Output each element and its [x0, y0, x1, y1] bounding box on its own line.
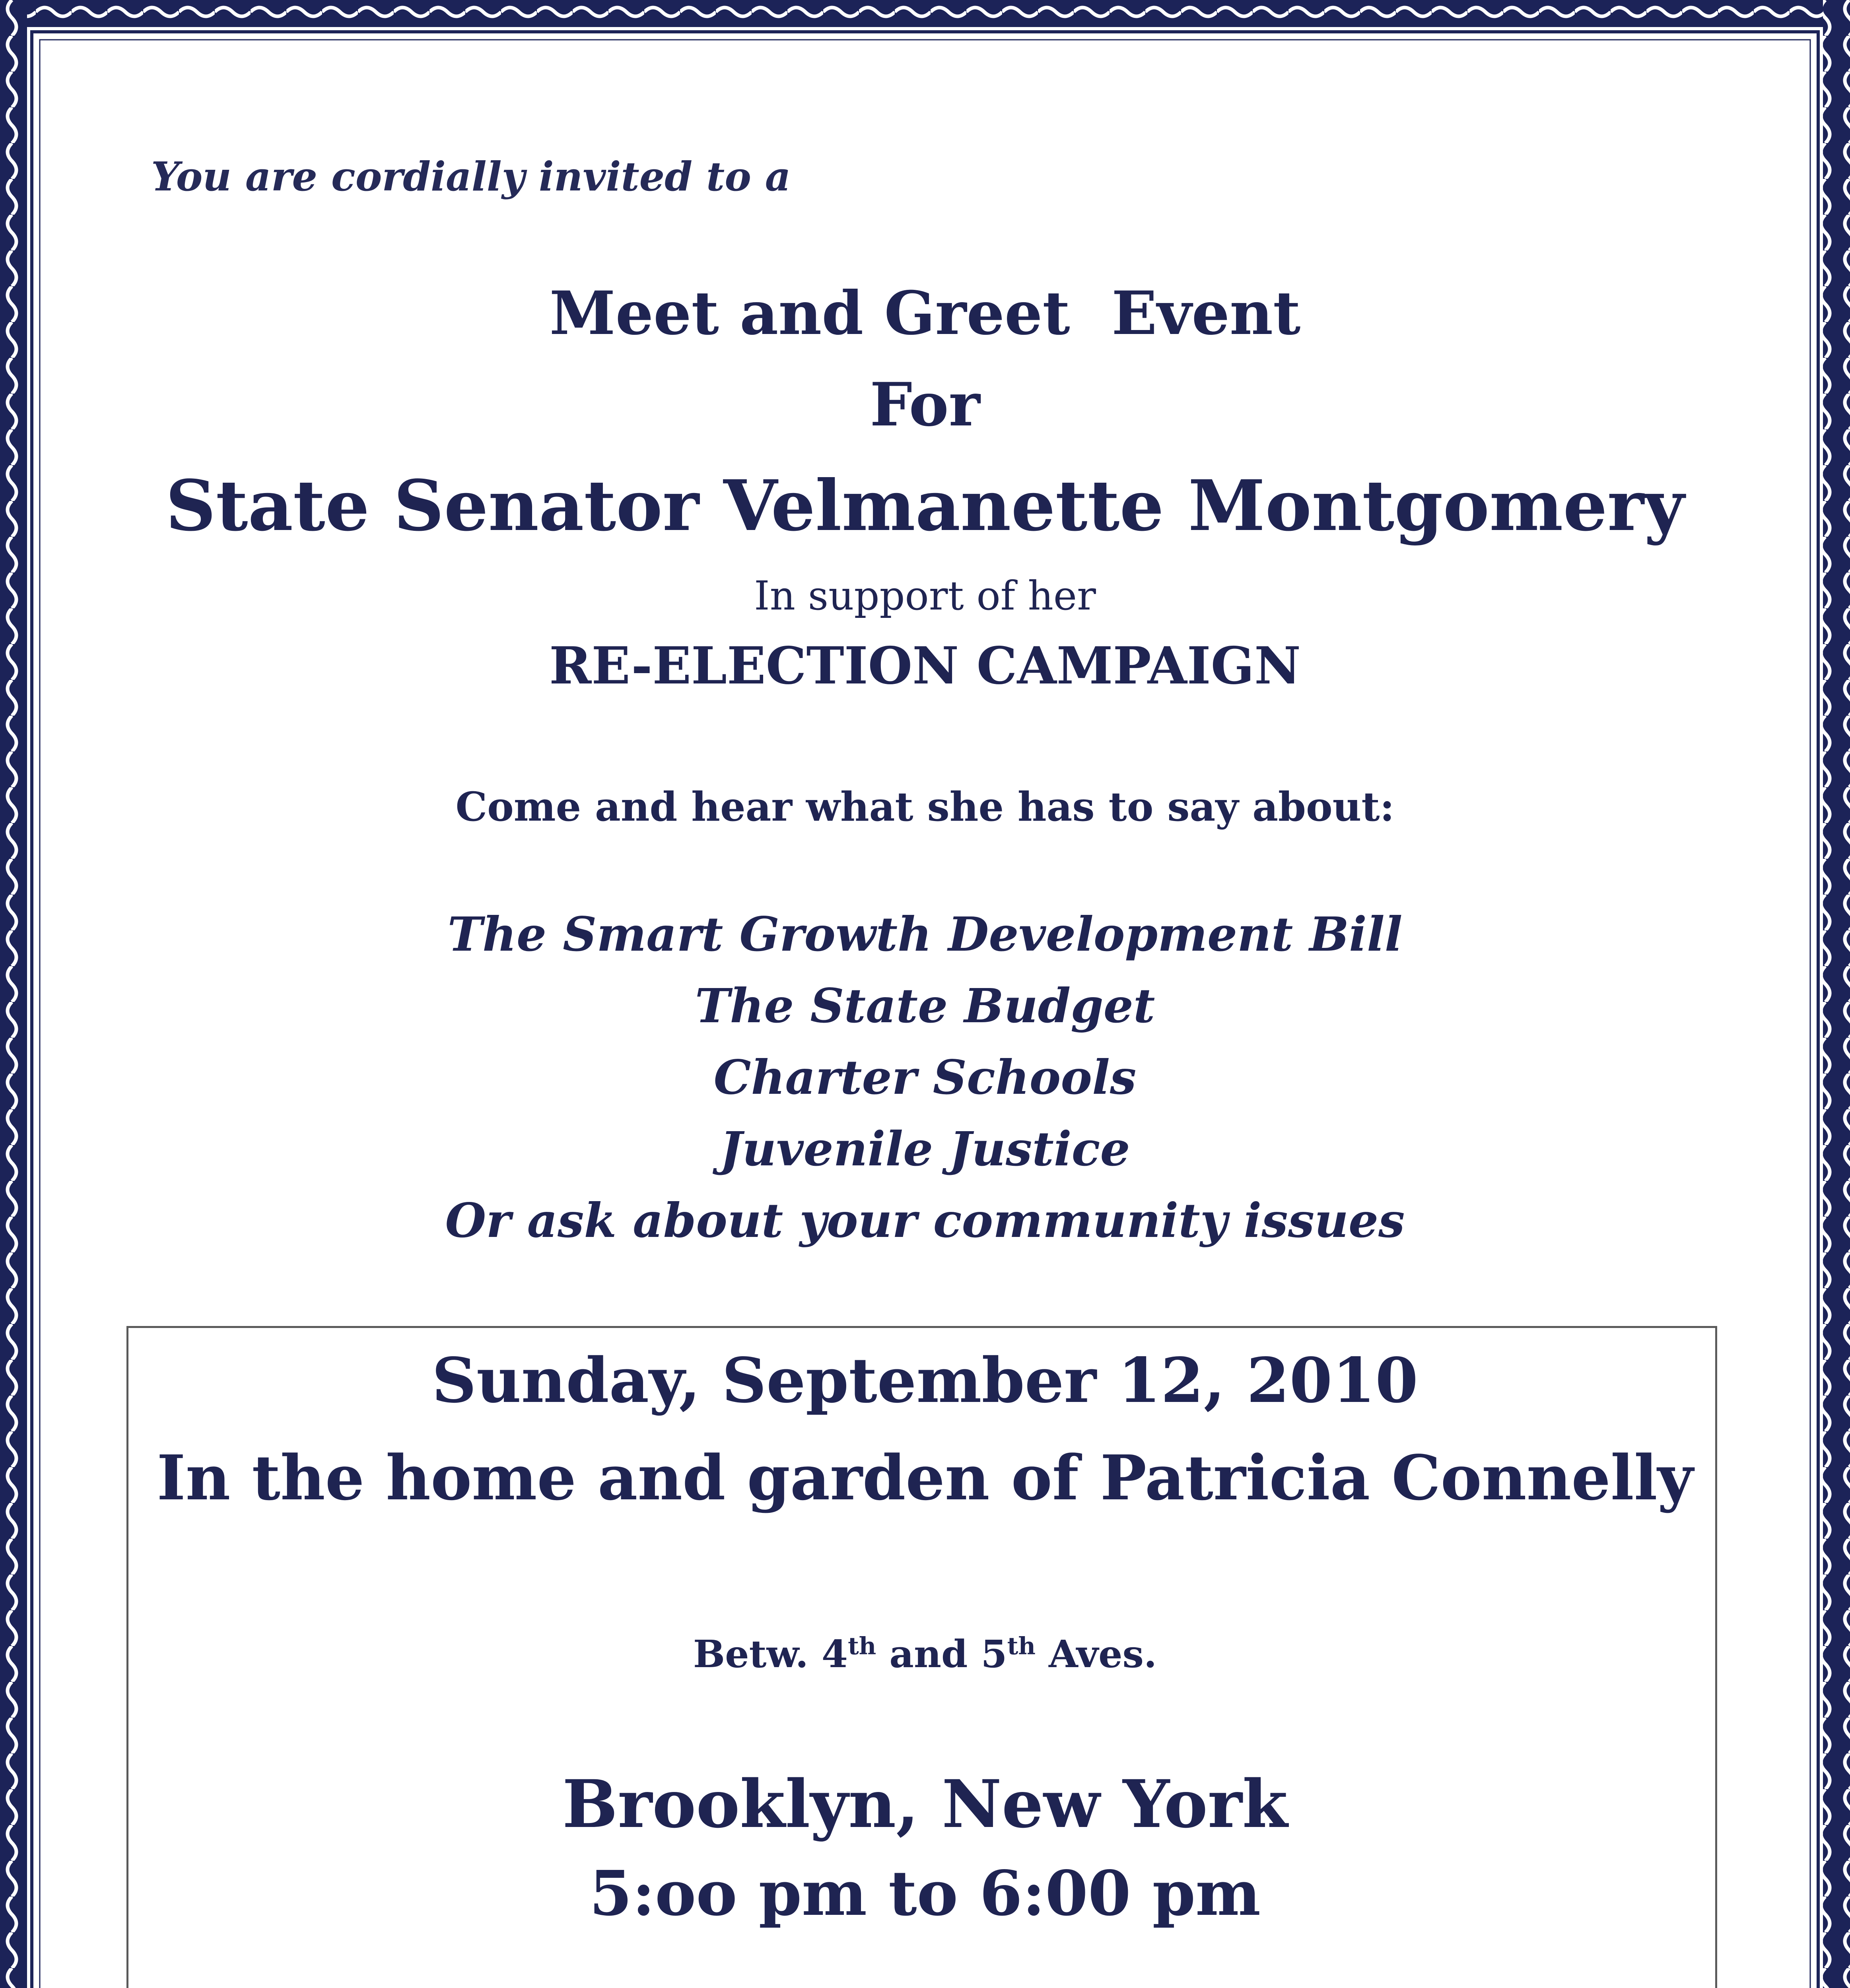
support-line: In support of her: [754, 573, 1096, 619]
ordinal-suffix: th: [847, 1632, 876, 1660]
cross-streets: [0, 1632, 1850, 1676]
topic-item: Juvenile Justice: [720, 1121, 1130, 1176]
event-location: In the home and garden of Patricia Connelly: [157, 1441, 1693, 1514]
event-title: Meet and Greet Event: [549, 278, 1301, 348]
topic-item: Charter Schools: [713, 1050, 1137, 1105]
campaign-title: RE-ELECTION CAMPAIGN: [549, 636, 1301, 696]
topic-item: Or ask about your community issues: [445, 1193, 1405, 1248]
honoree-name: State Senator Velmanette Montgomery: [165, 465, 1685, 547]
streets-prefix: Betw. 4: [693, 1632, 848, 1676]
intro-text: You are cordially invited to a: [151, 153, 791, 200]
event-time: 5:oo pm to 6:00 pm: [589, 1857, 1261, 1930]
topics-list: [0, 899, 1850, 1256]
topic-item: The Smart Growth Development Bill: [447, 907, 1403, 962]
event-date: Sunday, September 12, 2010: [431, 1344, 1419, 1417]
streets-mid: and 5: [876, 1632, 1007, 1676]
for-label: For: [870, 370, 980, 440]
topics-intro: Come and hear what she has to say about:: [455, 783, 1395, 830]
streets-suffix: Aves.: [1035, 1632, 1157, 1676]
event-city: Brooklyn, New York: [562, 1765, 1288, 1842]
topic-item: The State Budget: [695, 978, 1155, 1033]
ordinal-suffix: th: [1007, 1632, 1036, 1660]
